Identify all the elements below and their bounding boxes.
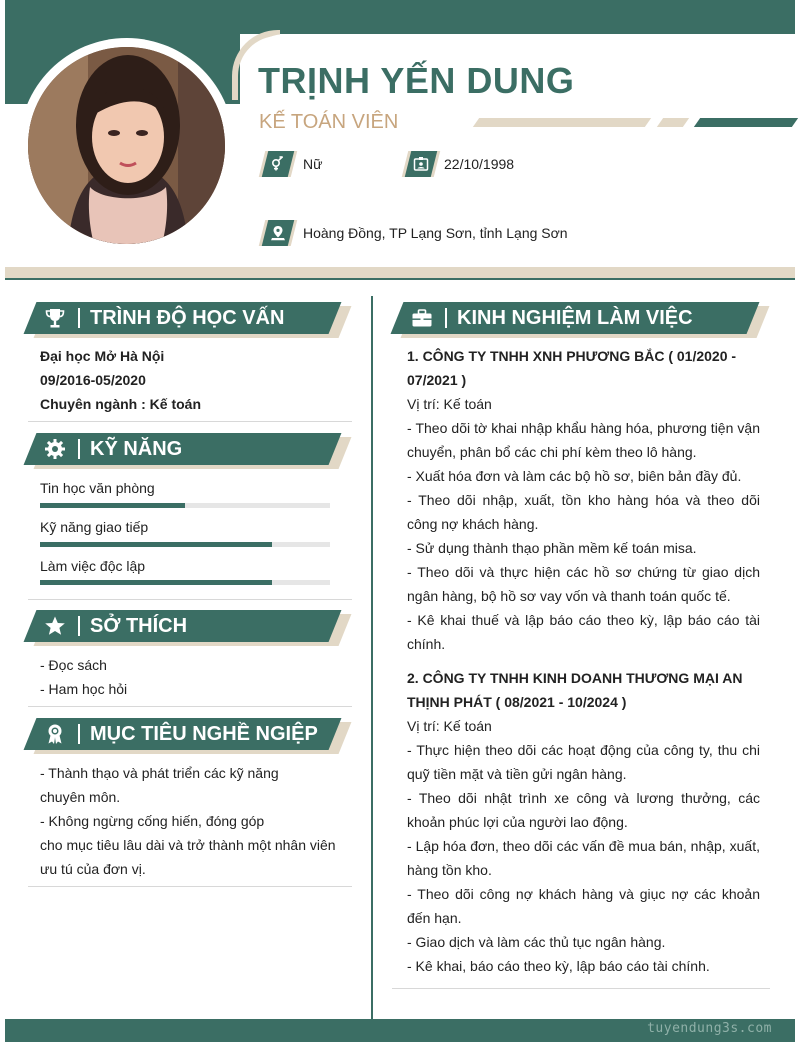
- section-separator: [28, 599, 352, 600]
- id-card-icon: [402, 151, 440, 177]
- job-duty: - Sử dụng thành thạo phần mềm kế toán misa.: [407, 540, 697, 556]
- job-duty: - Kê khai thuế và lập báo cáo theo kỳ, lập báo cáo tài chính.: [407, 612, 760, 652]
- section-separator: [392, 988, 770, 989]
- job-duty: - Theo dõi và thực hiện các hồ sơ chứng từ giao dịch ngân hàng, bộ hồ sơ vay vốn và thanh toán quốc tế.: [407, 564, 760, 604]
- job-heading: 1. CÔNG TY TNHH XNH PHƯƠNG BẮC ( 01/2020 - 07/2021 ): [407, 348, 737, 388]
- job-duty: - Lập hóa đơn, theo dõi các vấn đề mua bán, nhập, xuất, hàng tồn kho.: [407, 838, 760, 878]
- objective-line: chuyên môn.: [40, 789, 121, 805]
- header-divider-line: [5, 278, 795, 280]
- section-header-skills: [30, 433, 335, 467]
- section-separator: [28, 886, 352, 887]
- skill-label: Làm việc độc lập: [40, 558, 146, 574]
- skill-bar: [40, 542, 330, 547]
- hobby-item: - Ham học hỏi: [40, 681, 128, 697]
- job-duty: - Giao dịch và làm các thủ tục ngân hàng.: [407, 934, 666, 950]
- skill-label: Tin học văn phòng: [40, 480, 155, 496]
- section-header-experience: [397, 302, 753, 336]
- map-pin-icon: [259, 220, 297, 246]
- job-duty: - Xuất hóa đơn và làm các bộ hồ sơ, biên bản đầy đủ.: [407, 468, 742, 484]
- job-heading: 2. CÔNG TY TNHH KINH DOANH THƯƠNG MẠI AN THỊNH PHÁT ( 08/2021 - 10/2024 ): [407, 670, 743, 710]
- star-icon: [40, 615, 70, 637]
- job-duty: - Theo dõi nhập, xuất, tồn kho hàng hóa và theo dõi công nợ khách hàng.: [407, 492, 760, 532]
- education-major: Chuyên ngành : Kế toán: [40, 396, 201, 412]
- objective-line: ưu tú của đơn vị.: [40, 861, 146, 877]
- section-separator: [28, 421, 352, 422]
- trophy-icon: [40, 307, 70, 329]
- gender-value: Nữ: [303, 156, 323, 172]
- skill-label: Kỹ năng giao tiếp: [40, 519, 149, 535]
- section-header-objective: [30, 718, 335, 752]
- job-duty: - Theo dõi tờ khai nhập khẩu hàng hóa, phương tiện vận chuyển, phân bổ các chi phí kèm theo lô hàng.: [407, 420, 760, 460]
- skill-bar: [40, 503, 330, 508]
- section-header-hobbies: [30, 610, 335, 644]
- candidate-name: TRỊNH YẾN DUNG: [258, 60, 575, 101]
- briefcase-icon: [407, 307, 437, 329]
- section-title-objective: MỤC TIÊU NGHỀ NGIỆP: [90, 722, 318, 745]
- job-duty: - Kê khai, báo cáo theo kỳ, lập báo cáo tài chính.: [407, 958, 710, 974]
- education-period: 09/2016-05/2020: [40, 372, 146, 388]
- header-stripe: [473, 118, 651, 127]
- gear-icon: [40, 438, 70, 460]
- section-title-experience: KINH NGHIỆM LÀM VIỆC: [457, 306, 693, 329]
- section-title-skills: KỸ NĂNG: [90, 437, 183, 460]
- skill-bar: [40, 580, 330, 585]
- gender-icon: [259, 151, 297, 177]
- column-divider: [371, 296, 373, 1022]
- award-icon: [40, 723, 70, 745]
- avatar: [28, 47, 225, 244]
- education-school: Đại học Mở Hà Nội: [40, 348, 165, 364]
- candidate-role: KẾ TOÁN VIÊN: [259, 111, 399, 133]
- section-header-education: [30, 302, 335, 336]
- job-duty: - Thực hiện theo dõi các hoạt động của công ty, thu chi quỹ tiền mặt và tiền gửi ngân hàng.: [407, 742, 760, 782]
- job-position: Vị trí: Kế toán: [407, 396, 492, 412]
- header-stripe-accent: [694, 118, 798, 127]
- objective-line: - Không ngừng cống hiến, đóng góp: [40, 813, 265, 829]
- job-position: Vị trí: Kế toán: [407, 718, 492, 734]
- section-separator: [28, 706, 352, 707]
- objective-line: cho mục tiêu lâu dài và trở thành một nhân viên: [40, 837, 336, 853]
- header-top-band: [5, 0, 795, 34]
- job-duty: - Theo dõi nhật trình xe công và lương thưởng, các khoản phúc lợi của người lao động.: [407, 790, 760, 830]
- header-divider: [5, 267, 795, 278]
- watermark: tuyendung3s.com: [647, 1021, 772, 1036]
- hobby-item: - Đọc sách: [40, 657, 107, 673]
- section-title-education: TRÌNH ĐỘ HỌC VẤN: [90, 306, 285, 329]
- section-title-hobbies: SỞ THÍCH: [90, 614, 188, 637]
- objective-line: - Thành thạo và phát triển các kỹ năng: [40, 765, 279, 781]
- job-duty: - Theo dõi công nợ khách hàng và giục nợ các khoản đến hạn.: [407, 886, 760, 926]
- dob-value: 22/10/1998: [444, 156, 515, 172]
- address-value: Hoàng Đồng, TP Lạng Sơn, tỉnh Lạng Sơn: [303, 225, 568, 241]
